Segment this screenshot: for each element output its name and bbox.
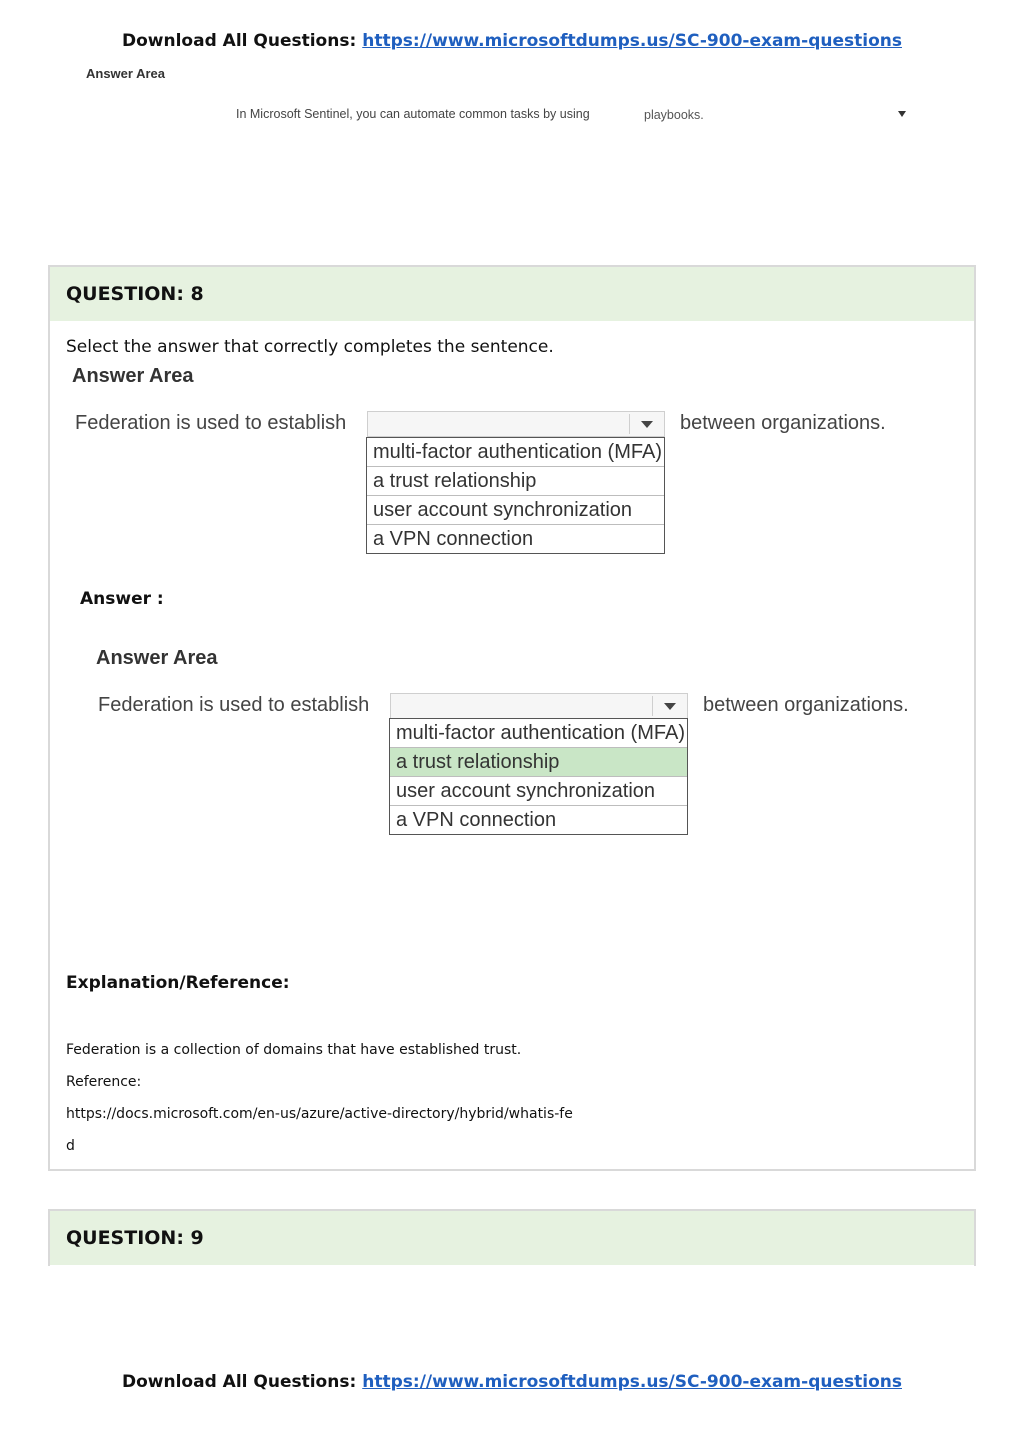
question-title: QUESTION: 8 <box>66 283 204 305</box>
dropdown-option[interactable]: multi-factor authentication (MFA) <box>367 438 664 467</box>
download-label: Download All Questions: <box>122 31 357 51</box>
answer-dropdown-value: playbooks. <box>644 108 704 122</box>
answer-sentence: In Microsoft Sentinel, you can automate common tasks by using <box>236 107 590 121</box>
question-title: QUESTION: 9 <box>66 1227 204 1249</box>
reference-link[interactable]: https://docs.microsoft.com/en-us/azure/active-directory/hybrid/whatis-fe <box>66 1106 573 1122</box>
question-prompt: Select the answer that correctly completes the sentence. <box>66 337 554 357</box>
answer-label: Answer : <box>80 589 164 609</box>
sentence-start: Federation is used to establish <box>75 412 347 434</box>
sentence-end: between organizations. <box>703 694 909 716</box>
dropdown-option-correct[interactable]: a trust relationship <box>390 748 687 777</box>
reference-label: Reference: <box>66 1074 142 1090</box>
answer-dropdown[interactable] <box>638 104 914 126</box>
dropdown-option[interactable]: a VPN connection <box>373 528 534 550</box>
answer-area-title: Answer Area <box>72 365 194 387</box>
dropdown-separator <box>652 696 653 716</box>
explanation-title: Explanation/Reference: <box>66 973 290 993</box>
answer-dropdown[interactable] <box>390 693 688 719</box>
download-label: Download All Questions: <box>122 1372 357 1392</box>
download-banner-bottom <box>0 1372 1024 1392</box>
dropdown-option[interactable]: a trust relationship <box>367 467 664 496</box>
dropdown-options <box>366 437 665 554</box>
dropdown-option[interactable]: a VPN connection <box>396 809 557 831</box>
chevron-down-icon <box>898 111 906 117</box>
answer-dropdown[interactable] <box>367 411 665 437</box>
chevron-down-icon <box>664 703 676 710</box>
question-8-header <box>50 267 974 321</box>
download-banner-top <box>0 31 1024 51</box>
answer-area-title: Answer Area <box>96 647 218 669</box>
download-link[interactable]: https://www.microsoftdumps.us/SC-900-exam-questions <box>362 31 902 51</box>
sentence-start: Federation is used to establish <box>98 694 370 716</box>
dropdown-option[interactable]: user account synchronization <box>367 496 664 525</box>
dropdown-option[interactable]: multi-factor authentication (MFA) <box>390 719 687 748</box>
answer-area-title: Answer Area <box>86 66 165 81</box>
dropdown-separator <box>629 414 630 434</box>
download-link[interactable]: https://www.microsoftdumps.us/SC-900-exam-questions <box>362 1372 902 1392</box>
question-8-panel <box>48 265 976 1171</box>
chevron-down-icon <box>641 421 653 428</box>
question-9-header <box>50 1211 974 1265</box>
explanation-text: Federation is a collection of domains that have established trust. <box>66 1042 522 1058</box>
dropdown-options-answer <box>389 718 688 835</box>
dropdown-option[interactable]: user account synchronization <box>390 777 687 806</box>
sentence-end: between organizations. <box>680 412 886 434</box>
question-9-panel <box>48 1209 976 1266</box>
reference-link-cont[interactable]: d <box>66 1138 75 1154</box>
